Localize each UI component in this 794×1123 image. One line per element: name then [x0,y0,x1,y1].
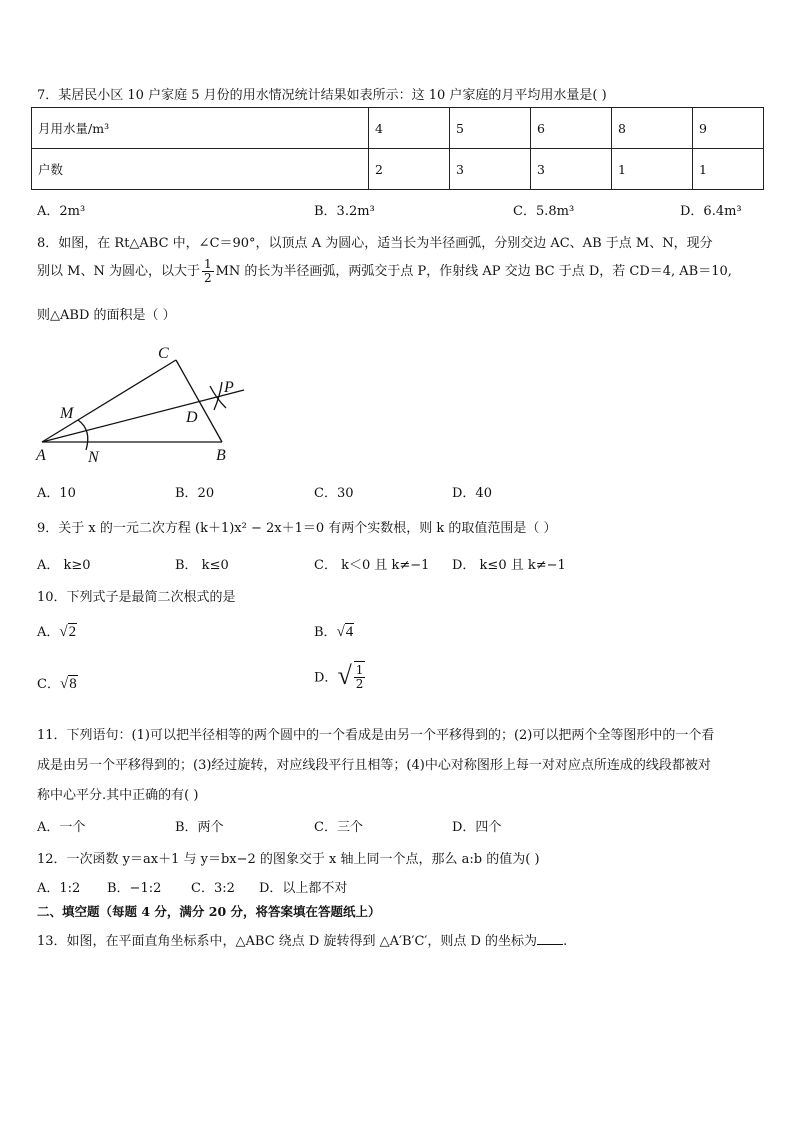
q11-option-b: B．两个 [175,820,224,835]
table-cell: 6 [531,108,612,149]
sqrt-symbol: √ [337,661,352,690]
radicand: 8 [69,676,77,692]
q12-stem: 12．一次函数 y＝ax＋1 与 y＝bx−2 的图象交于 x 轴上同一个点，那么 a:b 的值为( ) [37,852,540,867]
q8-line1: 8．如图，在 Rt△ABC 中，∠C＝90°，以顶点 A 为圆心，适当长为半径画弧，分别交边 AC、AB 于点 M、N，现分 [37,236,713,251]
table-row [32,108,764,149]
label-b: B [216,447,226,464]
table-cell: 户数 [32,149,369,190]
q9-option-c: C． k＜0 且 k≠−1 [314,558,430,573]
q10-option-c [37,673,78,693]
q13-stem-line [37,930,567,949]
q8-option-a: A．10 [37,486,76,501]
table-cell: 3 [531,149,612,190]
q8-line2-post: MN 的长为半径画弧，两弧交于点 P，作射线 AP 交边 BC 于点 D，若 CD＝4, AB＝10, [215,264,732,279]
sqrt-expression: √2 [59,624,77,640]
sqrt-expression: √4 [336,624,354,640]
q11-option-a: A．一个 [37,820,86,835]
option-label: A． [37,625,60,640]
q11-line2: 成是由另一个平移得到的；(3)经过旋转，对应线段平行且相等；(4)中心对称图形上每一对对应点所连成的线段都被对 [37,758,711,773]
label-n: N [88,449,99,466]
q7-option-d: D．6.4m³ [680,204,742,219]
q12-option-b: B．−1:2 [107,881,162,896]
label-m: M [60,405,74,422]
radicand: 4 [345,624,354,640]
q11-line3: 称中心平分.其中正确的有( ) [37,788,199,803]
fraction [354,661,366,691]
q10-option-b [314,621,354,641]
frac-numerator: 1 [203,257,212,271]
option-label: C． [37,677,60,692]
radicand: 2 [68,624,77,640]
q7-table [31,107,764,190]
q11-line1: 11．下列语句：(1)可以把半径相等的两个圆中的一个看成是由另一个平移得到的；(2)可以把两个全等图形中的一个看 [37,728,715,743]
q7-stem: 7．某居民小区 10 户家庭 5 月份的用水情况统计结果如表所示：这 10 户家庭的月平均用水量是( ) [37,88,607,103]
q9-option-a: A． k≥0 [37,558,91,573]
table-cell: 5 [450,108,531,149]
q8-line3: 则△ABD 的面积是（ ） [37,308,176,323]
q8-line2 [37,258,732,285]
table-cell: 1 [612,149,693,190]
q8-option-b: B．20 [175,486,215,501]
q12-option-c: C．3:2 [191,881,235,896]
q8-option-d: D．40 [452,486,492,501]
q7-option-b: B．3.2m³ [314,204,375,219]
table-cell: 4 [369,108,450,149]
table-cell: 9 [693,108,764,149]
triangle-figure [30,338,260,468]
q13-end: . [563,934,568,949]
q10-option-d [314,661,367,691]
option-label: D． [314,670,338,686]
table-cell: 8 [612,108,693,149]
frac-denominator: 2 [355,677,364,691]
label-a: A [36,447,46,464]
frac-denominator: 2 [203,271,212,285]
fraction [202,258,214,285]
frac-numerator: 1 [355,663,364,677]
label-p: P [224,379,234,396]
q11-option-c: C．三个 [314,820,363,835]
q10-option-a [37,621,77,641]
table-cell: 1 [693,149,764,190]
table-cell: 月用水量/m³ [32,108,369,149]
q8-option-c: C．30 [314,486,354,501]
label-c: C [158,345,169,362]
q13-stem: 13．如图，在平面直角坐标系中，△ABC 绕点 D 旋转得到 △A′B′C′，则点 D 的坐标为 [37,934,538,949]
q11-option-d: D．四个 [452,820,502,835]
section-heading: 二、填空题（每题 4 分，满分 20 分，将答案填在答题纸上） [37,904,381,919]
table-cell: 3 [450,149,531,190]
sqrt-expression: √8 [59,676,77,692]
table-row [32,149,764,190]
q9-option-b: B． k≤0 [175,558,229,573]
q7-option-a: A．2m³ [37,204,86,219]
option-label: B． [314,625,337,640]
q9-option-d: D． k≤0 且 k≠−1 [452,558,566,573]
answer-blank [537,944,563,945]
q12-option-d: D．以上都不对 [259,881,348,896]
table-cell: 2 [369,149,450,190]
q8-line2-pre: 别以 M、N 为圆心，以大于 [37,264,200,279]
q10-stem: 10．下列式子是最简二次根式的是 [37,590,236,605]
label-d: D [186,409,198,426]
q12-option-a: A．1:2 [37,881,81,896]
q9-stem: 9．关于 x 的一元二次方程 (k＋1)x² − 2x＋1＝0 有两个实数根，则 k 的取值范围是（ ） [37,521,557,536]
q7-option-c: C．5.8m³ [513,204,575,219]
